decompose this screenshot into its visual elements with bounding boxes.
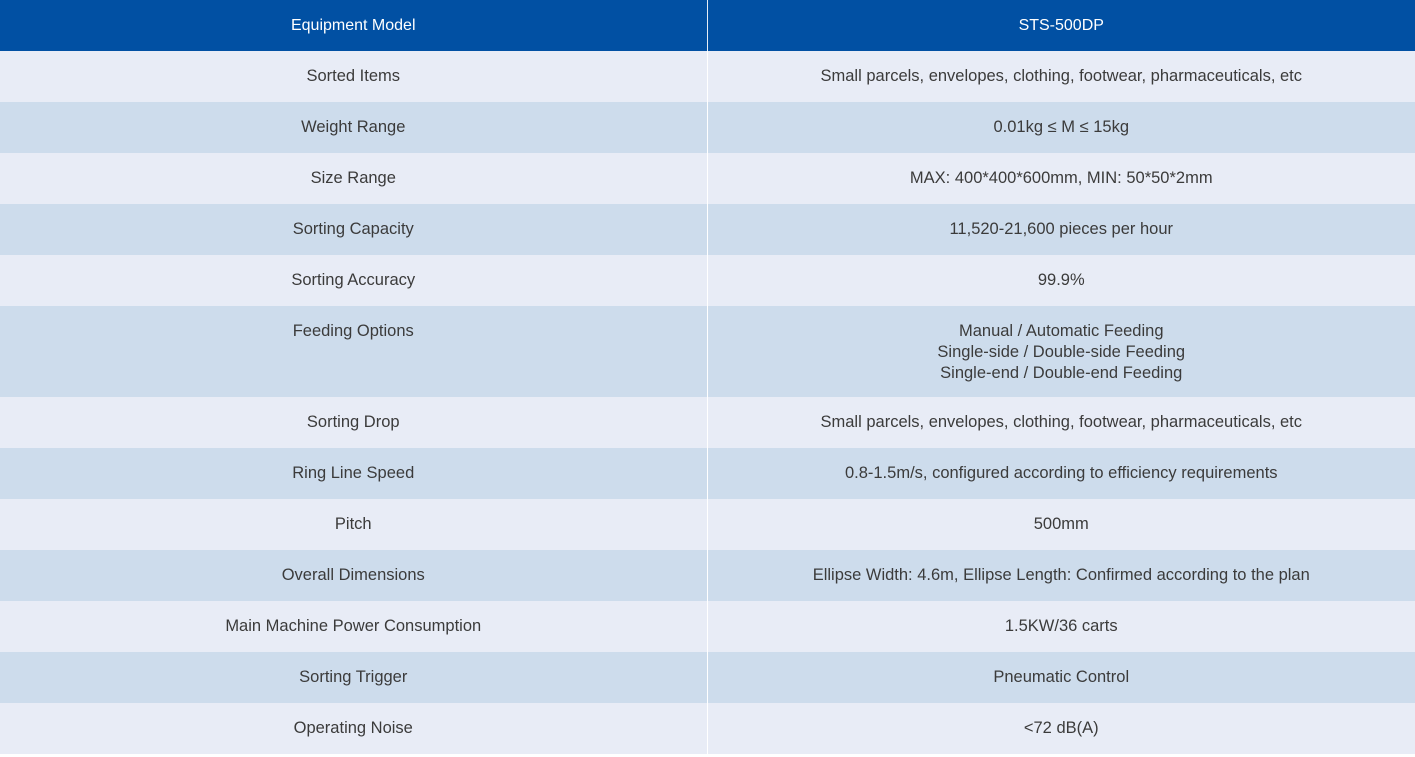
row-label: Size Range xyxy=(0,153,707,204)
header-row xyxy=(0,0,1415,51)
table-row xyxy=(0,703,1415,754)
feeding-option-line: Single-side / Double-side Feeding xyxy=(937,343,1186,361)
row-value: 1.5KW/36 carts xyxy=(707,601,1415,652)
row-value: 99.9% xyxy=(707,255,1415,306)
row-label: Sorted Items xyxy=(0,51,707,102)
feeding-option-line: Single-end / Double-end Feeding xyxy=(940,364,1183,382)
table-row xyxy=(0,102,1415,153)
row-label: Sorting Drop xyxy=(0,397,707,448)
table-row xyxy=(0,499,1415,550)
table-row xyxy=(0,550,1415,601)
row-label: Feeding Options xyxy=(0,306,707,397)
row-value: <72 dB(A) xyxy=(707,703,1415,754)
row-value-multiline xyxy=(707,306,1415,397)
row-value: Small parcels, envelopes, clothing, footwear, pharmaceuticals, etc xyxy=(707,397,1415,448)
row-label: Pitch xyxy=(0,499,707,550)
table-row xyxy=(0,153,1415,204)
row-value: Small parcels, envelopes, clothing, footwear, pharmaceuticals, etc xyxy=(707,51,1415,102)
table-row xyxy=(0,397,1415,448)
row-label: Weight Range xyxy=(0,102,707,153)
table-row xyxy=(0,448,1415,499)
row-label: Main Machine Power Consumption xyxy=(0,601,707,652)
feeding-option-line: Manual / Automatic Feeding xyxy=(958,322,1164,340)
row-value: Pneumatic Control xyxy=(707,652,1415,703)
row-label: Sorting Accuracy xyxy=(0,255,707,306)
table-row xyxy=(0,204,1415,255)
row-label: Sorting Capacity xyxy=(0,204,707,255)
header-label: Equipment Model xyxy=(0,0,707,51)
row-label: Sorting Trigger xyxy=(0,652,707,703)
row-value: 500mm xyxy=(707,499,1415,550)
table-row xyxy=(0,652,1415,703)
row-value: 0.8-1.5m/s, configured according to efficiency requirements xyxy=(707,448,1415,499)
row-label: Overall Dimensions xyxy=(0,550,707,601)
row-value: MAX: 400*400*600mm, MIN: 50*50*2mm xyxy=(707,153,1415,204)
header-model: STS-500DP xyxy=(707,0,1415,51)
table-row xyxy=(0,255,1415,306)
row-value: 0.01kg ≤ M ≤ 15kg xyxy=(707,102,1415,153)
row-label: Operating Noise xyxy=(0,703,707,754)
table-row xyxy=(0,601,1415,652)
table-row xyxy=(0,51,1415,102)
row-value: Ellipse Width: 4.6m, Ellipse Length: Confirmed according to the plan xyxy=(707,550,1415,601)
row-value: 11,520-21,600 pieces per hour xyxy=(707,204,1415,255)
table-row xyxy=(0,306,1415,397)
row-label: Ring Line Speed xyxy=(0,448,707,499)
